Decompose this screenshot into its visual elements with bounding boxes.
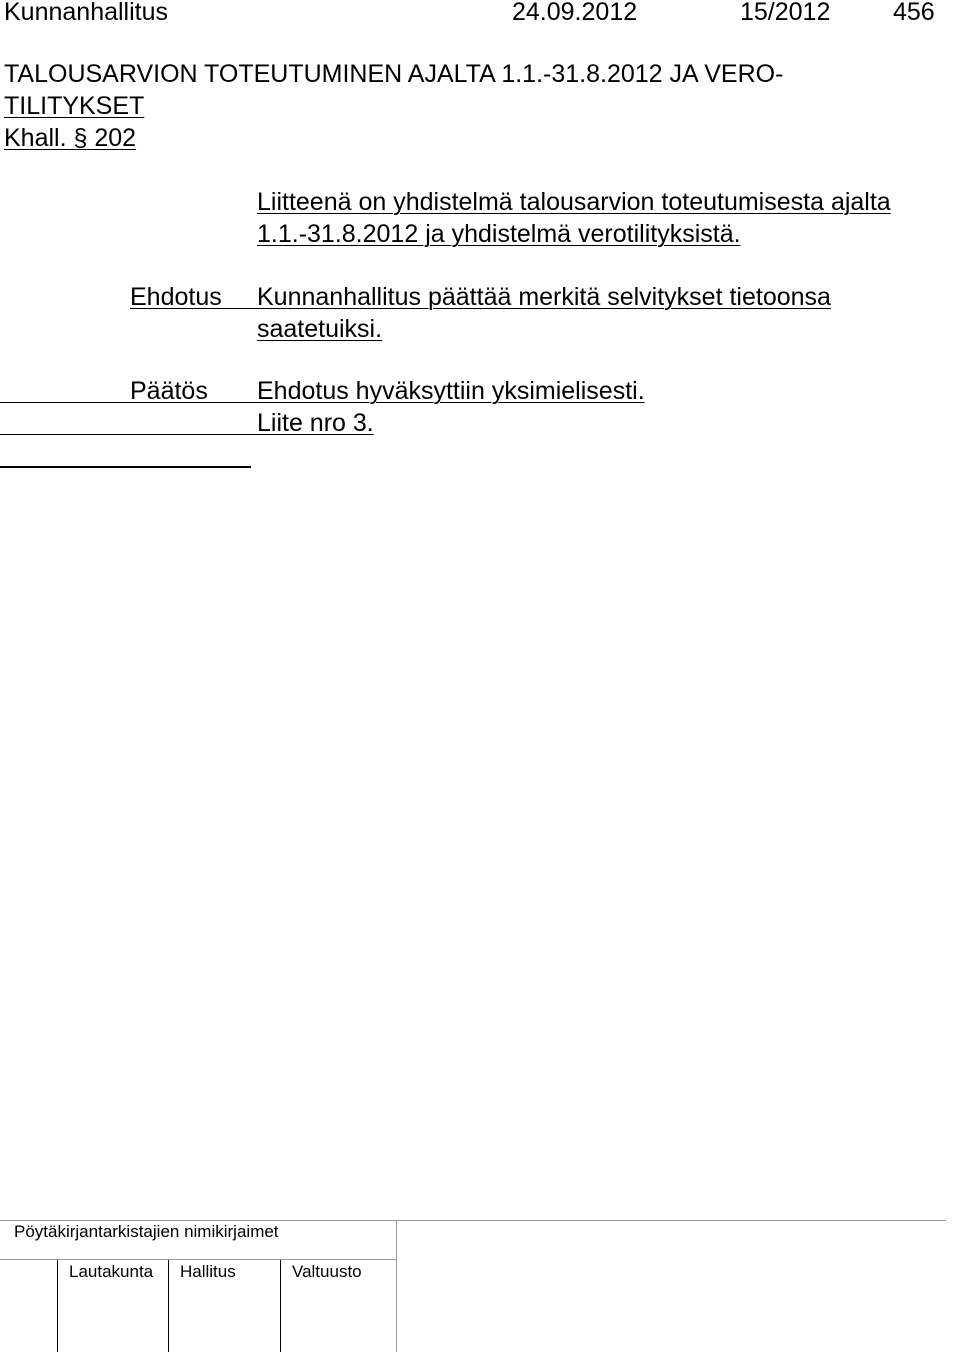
- footer-box-right-edge: [396, 1220, 397, 1352]
- decision-line2: Liite nro 3.: [257, 409, 374, 437]
- signature-column-divider: [168, 1260, 169, 1352]
- header-organ: Kunnanhallitus: [4, 0, 169, 26]
- item-reference: Khall. § 202: [4, 124, 137, 152]
- section-end-rule: [0, 466, 251, 468]
- signature-column-valtuusto: Valtuusto: [292, 1262, 362, 1281]
- decision-line1: Ehdotus hyväksyttiin yksimielisesti.: [257, 377, 645, 405]
- proposal-line1: Kunnanhallitus päättää merkitä selvitykset tietoonsa: [257, 283, 831, 311]
- signature-label: Pöytäkirjantarkistajien nimikirjaimet: [14, 1222, 279, 1241]
- header-protocol-number: 15/2012: [740, 0, 831, 26]
- intro-line2: 1.1.-31.8.2012 ja yhdistelmä verotilityksistä.: [257, 220, 741, 248]
- proposal-label: Ehdotus: [130, 283, 222, 311]
- header-date: 24.09.2012: [512, 0, 638, 26]
- proposal-label-rule: [214, 308, 257, 309]
- signature-row-divider: [0, 1259, 397, 1260]
- signature-column-divider: [57, 1260, 58, 1352]
- signature-column-lautakunta: Lautakunta: [69, 1262, 154, 1281]
- decision-label: Päätös: [130, 377, 208, 405]
- item-title-line1: TALOUSARVION TOTEUTUMINEN AJALTA 1.1.-31.8.2012 JA VERO-: [4, 60, 784, 88]
- signature-column-hallitus: Hallitus: [180, 1262, 236, 1281]
- footer-top-rule: [0, 1220, 946, 1221]
- decision-label-rule: [0, 402, 257, 403]
- decision-left-rule: [0, 434, 257, 435]
- intro-line1: Liitteenä on yhdistelmä talousarvion toteutumisesta ajalta: [257, 188, 891, 216]
- proposal-line2: saatetuiksi.: [257, 315, 383, 343]
- signature-column-divider: [280, 1260, 281, 1352]
- header-page-number: 456: [893, 0, 935, 26]
- item-title-line2: TILITYKSET: [4, 92, 145, 120]
